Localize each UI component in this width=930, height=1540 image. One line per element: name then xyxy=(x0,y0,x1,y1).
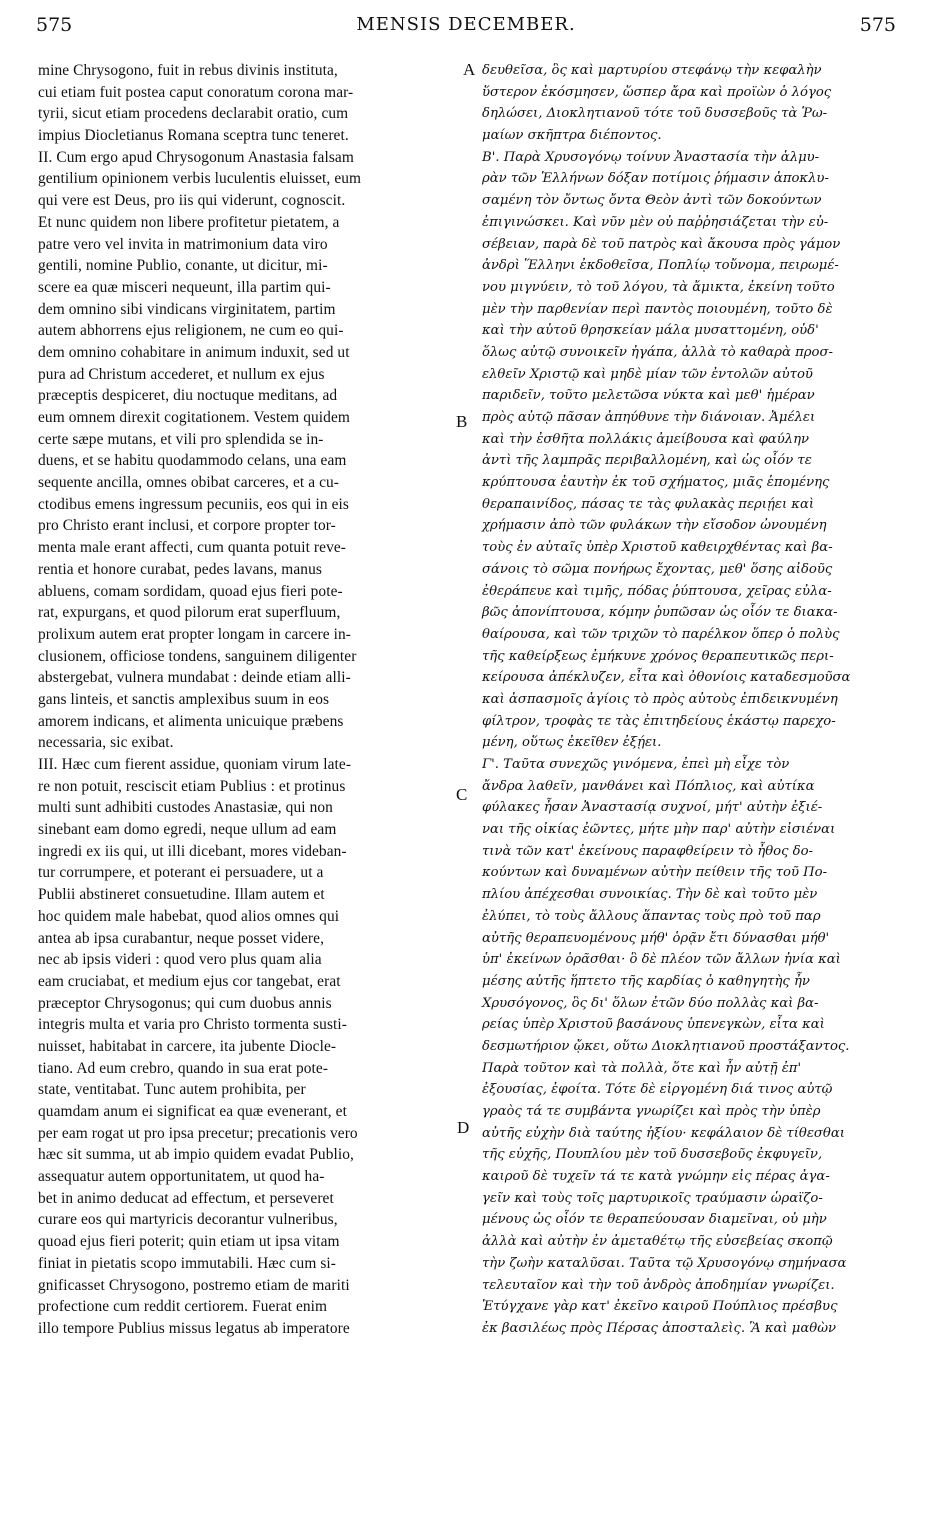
latin-text-line: profectione cum reddit certiorem. Fuerat enim xyxy=(38,1298,328,1316)
greek-text-line: ναι τῆς οἰκίας ἐῶντες, μήτε μὴν παρ' αὐτὴν εἰσιέναι xyxy=(482,822,836,838)
latin-text-line: Publii abstineret consuetudine. Illam autem et xyxy=(38,886,325,904)
greek-text-line: φύλακες ἦσαν Ἀναστασίᾳ συχνοί, μήτ' αὐτὴν ἐξιέ- xyxy=(482,800,823,816)
greek-text-line: πρὸς αὐτῷ πᾶσαν ἀπηύθυνε τὴν διάνοιαν. Ἀμέλει xyxy=(482,410,816,425)
greek-text-line: σέβειαν, παρὰ δὲ τοῦ πατρὸς καὶ ἄκουσα πρὸς γάμον xyxy=(482,236,841,252)
greek-text-line: γεῖν καὶ τοὺς τοῖς μαρτυρικοῖς τραύμασιν ὡραϊζο- xyxy=(482,1190,823,1206)
latin-text-line: abstergebat, vulnera mundabat : deinde etiam alli- xyxy=(38,669,351,687)
latin-text-line: sinebant eam domo egredi, neque ullum ad eam xyxy=(38,821,337,839)
latin-text-line: necessaria, sic exibat. xyxy=(38,734,174,752)
greek-text-line: τὴν ζωὴν καταλῦσαι. Ταῦτα τῷ Χρυσογόνῳ σημήνασα xyxy=(482,1255,847,1271)
latin-text-line: dem omnino cohabitare in animum induxit, sed ut xyxy=(38,343,350,361)
greek-text-line: σάνοις τὸ σῶμα πονήρως ἔχοντας, μεθ' ὅσης αἰδοῦς xyxy=(482,561,833,577)
latin-text-line: rentia et honore curabat, pedes lavans, manus xyxy=(38,560,322,578)
margin-letter-c: C xyxy=(456,785,468,804)
greek-text-line: φίλτρον, τροφὰς τε τὰς ἐπιτηδείους ἑκάστῳ παρεχο- xyxy=(482,713,836,729)
latin-text-line: finiat in pietatis scopo immutabili. Hæc cum si- xyxy=(38,1254,337,1272)
latin-column xyxy=(38,60,462,1340)
latin-text-line: bet in animo deducat ad effectum, et perseveret xyxy=(38,1189,334,1207)
latin-text-line: pro Christo erant inclusi, et corpore propter tor- xyxy=(38,517,336,535)
greek-text-line: καὶ τὴν ἐσθῆτα πολλάκις ἀμείβουσα καὶ φαύλην xyxy=(482,431,810,447)
greek-text-line: τινὰ τῶν κατ' ἐκείνους παραφθείρειν τὸ ἦθος δο- xyxy=(482,843,814,859)
latin-text-line: curare eos qui martyricis decorantur vulneribus, xyxy=(38,1211,338,1229)
greek-text-line: τοὺς ἐν αὐταῖς ὑπὲρ Χριστοῦ καθειρχθέντας καὶ βα- xyxy=(482,540,833,556)
latin-text-line: clusionem, officiose tondens, sanguinem diligenter xyxy=(38,647,357,665)
page-number-right: 575 xyxy=(859,14,896,36)
latin-text-line: quoad ejus fieri poterit; quin etiam ut ipsa vitam xyxy=(38,1233,340,1251)
greek-text-line: θεραπαινίδος, πάσας τε τὰς φυλακὰς περιῄει καὶ xyxy=(482,496,815,512)
latin-text-line: mine Chrysogono, fuit in rebus divinis instituta, xyxy=(38,62,338,79)
page-header xyxy=(36,14,896,44)
latin-text-line: gentili, nomine Publio, conante, ut dicitur, mi- xyxy=(38,257,328,275)
margin-letter-d: D xyxy=(457,1118,470,1137)
greek-text-line: δευθεῖσα, ὃς καὶ μαρτυρίου στεφάνῳ τὴν κεφαλὴν xyxy=(482,63,822,78)
greek-text-line: ἀνδρὶ Ἕλληνι ἐκδοθεῖσα, Ποπλίῳ τοὔνομα, πειρωμέ- xyxy=(482,258,839,274)
latin-text-line: duens, et se habitu quodammodo celans, una eam xyxy=(38,452,347,470)
greek-text-line: ἐξουσίας, ἐφοίτα. Τότε δὲ εἰργομένη διά τινος αὐτῷ xyxy=(482,1082,833,1098)
latin-text-line: prolixum autem erat propter longam in carcere in- xyxy=(38,625,352,643)
greek-text-line: Ἐτύγχανε γὰρ κατ' ἐκεῖνο καιροῦ Πούπλιος πρέσβυς xyxy=(482,1299,838,1315)
greek-text-line: ἐλύπει, τὸ τοὺς ἄλλους ἅπαντας τοὺς πρὸ τοῦ παρ xyxy=(482,908,821,924)
greek-text-line: Β'. Παρὰ Χρυσογόνῳ τοίνυν Ἀναστασία τὴν ἁλμυ- xyxy=(482,149,820,165)
latin-text-line: multi sunt adhibiti custodes Anastasiæ, qui non xyxy=(38,799,333,817)
latin-text-line: eam cruciabat, et medium ejus cor tangebat, erat xyxy=(38,972,341,990)
greek-column xyxy=(482,60,902,1340)
latin-text-line: illo tempore Publius missus legatus ab imperatore xyxy=(38,1319,350,1337)
latin-text-line: patre vero vel invita in matrimonium data viro xyxy=(38,235,328,253)
latin-text-line: qui vere est Deus, pro iis qui viderunt, cognoscit. xyxy=(38,192,346,210)
latin-text-line: hoc quidem male habebat, quod alios omnes qui xyxy=(38,907,340,925)
greek-text-line: ελθεῖν Χριστῷ καὶ μηδὲ μίαν τῶν ἐντολῶν αὐτοῦ xyxy=(482,366,813,382)
greek-text-line: κούντων καὶ δυναμένων αὐτὴν πείθειν τῆς τοῦ Πο- xyxy=(482,865,828,881)
greek-text-line: ἀλλὰ καὶ αὐτὴν ἐν ἀμεταθέτῳ τῆς εὐσεβείας σκοπῷ xyxy=(482,1234,833,1250)
latin-text-line: ingredi ex iis qui, ut illi dicebant, mores videban- xyxy=(38,842,347,860)
latin-text-line: cui etiam fuit postea caput conoratum corona mar- xyxy=(38,83,354,101)
greek-text-line: μέσης αὐτῆς ἥπτετο τῆς καρδίας ὁ καθηγητὴς ἦν xyxy=(482,973,810,989)
greek-text-line: Χρυσόγονος, ὃς δι' ὅλων ἐτῶν δύο πολλὰς καὶ βα- xyxy=(482,995,819,1011)
running-title: MENSIS DECEMBER. xyxy=(356,14,576,35)
latin-text-line: gnificasset Chrysogono, postremo etiam de mariti xyxy=(38,1276,350,1294)
greek-text-line: τῆς καθείρξεως ἐμήκυνε χρόνος θεραπευτικῶς περι- xyxy=(482,648,834,664)
greek-text-line: κείρουσα ἀπέκλυζεν, εἶτα καὶ ὀθονίοις καταδεσμοῦσα xyxy=(482,670,851,686)
latin-text-line: scere ea quæ misceri nequeunt, illa partim qui- xyxy=(38,278,331,296)
latin-text-line: gans linteis, et sanctis amplexibus suum in eos xyxy=(38,690,330,708)
latin-text-line: tyrii, sicut etiam procedens declarabit oratio, cum xyxy=(38,105,349,123)
greek-text-line: μένη, οὕτως ἐκεῖθεν ἐξῄει. xyxy=(482,735,662,751)
latin-text-line: rat, expurgans, et quod pilorum erat superfluum, xyxy=(38,604,341,622)
latin-text-line: assequatur autem opportunitatem, ut quod ha- xyxy=(38,1168,325,1186)
latin-text-line: gentilium opinionem verbis luculentis eluisset, eum xyxy=(38,170,362,188)
greek-text-line: γραὸς τά τε συμβάντα γνωρίζει καὶ πρὸς τὴν ὑπὲρ xyxy=(482,1104,821,1119)
greek-text-line: καὶ τὴν αὐτοῦ θρησκείαν μάλα μυσαττομένη, οὐδ' xyxy=(482,323,819,339)
greek-text-line: τῆς εὐχῆς, Πουπλίου μὲν τοῦ δυσσεβοῦς ἐκφυγεῖν, xyxy=(482,1147,823,1163)
greek-text-line: μὲν τὴν παρθενίαν περὶ παντὸς ποιουμένη, τοῦτο δὲ xyxy=(482,301,833,317)
latin-text-line: autem abhorrens ejus religionem, ne cum eo qui- xyxy=(38,322,344,340)
greek-text-line: Γ'. Ταῦτα συνεχῶς γινόμενα, ἐπεὶ μὴ εἶχε τὸν xyxy=(482,757,790,772)
greek-text-line: καιροῦ δὲ τυχεῖν τά τε κατὰ γνώμην εἰς πέρας ἀγα- xyxy=(482,1169,830,1185)
latin-text-line: state, ventitabat. Tunc autem prohibita, per xyxy=(38,1081,306,1099)
latin-text-line: præceptor Chrysogonus; qui cum duobus annis xyxy=(38,994,332,1012)
latin-text-line: eum omnem direxit cogitationem. Vestem quidem xyxy=(38,409,350,426)
greek-text-line: τελευταῖον καὶ τὴν τοῦ ἀνδρὸς ἀποδημίαν γνωρίζει. xyxy=(482,1277,835,1293)
latin-text-line: impius Diocletianus Romana sceptra tunc teneret. xyxy=(38,127,349,145)
latin-text-line: menta male erant affecti, cum quanta potuit reve- xyxy=(38,539,347,557)
greek-text-line: χρήμασιν ἀπὸ τῶν φυλάκων τὴν εἴσοδον ὠνουμένη xyxy=(482,518,827,534)
latin-text-line: antea ab ipsa curabantur, neque posset videre, xyxy=(38,929,325,947)
latin-text-line: amorem indicans, et alimenta unicuique præbens xyxy=(38,712,344,730)
latin-text-line: sequente ancilla, omnes obibat carceres, et a cu- xyxy=(38,474,340,492)
latin-text-line: certe sæpe mutans, et vili pro splendida se in- xyxy=(38,430,324,448)
greek-text-line: κρύπτουσα ἑαυτὴν ἐκ τοῦ σχήματος, μιᾶς ἑπομένης xyxy=(482,475,830,491)
latin-text-line: nuisset, habitabat in carcere, ita jubente Diocle- xyxy=(38,1037,337,1055)
greek-text-line: ἐκ βασιλέως πρὸς Πέρσας ἀποσταλεὶς. Ἃ καὶ μαθὼν xyxy=(482,1320,836,1336)
latin-text-line: nec ab ipsis videri : quod vero plus quam alia xyxy=(38,951,322,969)
greek-text-line: νου μιγνύειν, τὸ τοῦ λόγου, τὰ ἄμικτα, ἐκείνη τοῦτο xyxy=(482,279,835,295)
latin-text-line: Et nunc quidem non libere profitetur pietatem, a xyxy=(38,213,340,231)
margin-letter-b: B xyxy=(456,412,468,431)
latin-text-line: dem omnino sibi vindicans virginitatem, partim xyxy=(38,300,336,318)
latin-text-line: præceptis despiceret, diu noctuque meditans, ad xyxy=(38,387,338,405)
greek-text-line: σαμένη τὸν ὄντως ὄντα Θεὸν ἀντὶ τῶν δοκούντων xyxy=(482,193,822,209)
greek-text-line: αὐτῆς θεραπευομένους μήθ' ὁρᾷν ἔτι δύνασθαι μήθ' xyxy=(482,930,830,946)
greek-text-line: ὑπ' ἐκείνων ὁρᾶσθαι· ὃ δὲ πλέον τῶν ἄλλων ἠνία καὶ xyxy=(482,952,841,968)
latin-text-line: II. Cum ergo apud Chrysogonum Anastasia falsam xyxy=(38,148,354,166)
latin-text-line: quamdam anum ei significat ea quæ evenerant, et xyxy=(38,1103,347,1120)
greek-text-line: ὅλως αὐτῷ συνοικεῖν ἠγάπα, ἀλλὰ τὸ καθαρὰ προσ- xyxy=(482,344,833,360)
latin-text-line: abluens, comam sordidam, quoad ejus fieri pote- xyxy=(38,582,343,600)
greek-text-line: δεσμωτήριον ᾤκει, οὕτω Διοκλητιανοῦ προστάξαντος. xyxy=(482,1038,850,1054)
greek-text-line: ἐπιγινώσκει. Καὶ νῦν μὲν οὐ παῤῥησιάζεται τὴν εὐ- xyxy=(482,214,829,230)
greek-text-line: παριδεῖν, τοῦτο μελετῶσα νύκτα καὶ μεθ' ἡμέραν xyxy=(482,388,815,404)
greek-text-line: ἄνδρα λαθεῖν, μανθάνει καὶ Πόπλιος, καὶ αὐτίκα xyxy=(482,778,815,794)
latin-text-line: re non potuit, resciscit etiam Publius : et protinus xyxy=(38,777,346,795)
greek-text-line: βῶς ἀπονίπτουσα, κόμην ῥυπῶσαν ὡς οἷόν τε διακα- xyxy=(482,605,838,621)
greek-text-line: ἐθεράπευε καὶ τιμῆς, πόδας ῥύπτουσα, χεῖρας εὐλα- xyxy=(482,583,832,599)
greek-text-line: μαίων σκῆπτρα διέποντος. xyxy=(482,128,662,144)
latin-text-line: ctodibus emens ingressum pecuniis, eos qui in eis xyxy=(38,495,349,513)
margin-letter-a: A xyxy=(463,60,476,79)
greek-text-line: Παρὰ τοῦτον καὶ τὰ πολλὰ, ὅτε καὶ ἦν αὐτῇ ἐπ' xyxy=(482,1060,802,1076)
greek-text-line: θαίρουσα, καὶ τῶν τριχῶν τὸ παρέλκον ὅπερ ὁ πολὺς xyxy=(482,626,840,642)
latin-text-line: per eam rogat ut pro ipsa precetur; precationis vero xyxy=(38,1124,358,1142)
greek-text-line: μένους ὡς οἷόν τε θεραπεύουσαν διαμεῖναι, οὐ μὴν xyxy=(482,1212,827,1228)
greek-text-line: δηλώσει, Διοκλητιανοῦ τότε τοῦ δυσσεβοῦς τὰ Ῥω- xyxy=(482,106,828,122)
greek-text-line: αὐτῆς εὐχὴν διὰ ταύτης ἠξίου· κεφάλαιον δὲ τίθεσθαι xyxy=(482,1125,845,1141)
greek-text-line: καὶ ἀσπασμοῖς ἁγίοις τὸ πρὸς αὐτοὺς ἐπιδεικνυμένη xyxy=(482,691,838,707)
latin-text-line: hæc sit summa, ut ab impio quidem evadat Publio, xyxy=(38,1146,355,1164)
page-number-left: 575 xyxy=(36,14,73,36)
latin-text-line: tiano. Ad eum crebro, quando in sua erat pote- xyxy=(38,1059,329,1077)
greek-text-line: ρείας ὑπὲρ Χριστοῦ βασάνους ὑπενεγκὼν, εἶτα καὶ xyxy=(482,1017,825,1033)
latin-text-line: tur corrumpere, et poterant ei persuadere, ut a xyxy=(38,864,324,882)
greek-text-line: ἀντὶ τῆς λαμπρᾶς περιβαλλομένη, καὶ ὡς οἷόν τε xyxy=(482,453,812,469)
latin-text-line: III. Hæc cum fierent assidue, quoniam virum late- xyxy=(38,756,352,773)
latin-text-line: pura ad Christum accederet, et nullum ex ejus xyxy=(38,365,325,383)
latin-text-line: integris multa et varia pro Christo tormenta susti- xyxy=(38,1016,348,1034)
greek-text-line: πλίου ἀπέχεσθαι συνοικίας. Τὴν δὲ καὶ τοῦτο μὲν xyxy=(482,887,818,903)
greek-text-line: ρὰν τῶν Ἑλλήνων δόξαν ποτίμοις ῥήμασιν ἀποκλυ- xyxy=(482,171,829,187)
greek-text-line: ὕστερον ἐκόσμησεν, ὥσπερ ἄρα καὶ προϊὼν ὁ λόγος xyxy=(482,84,832,100)
